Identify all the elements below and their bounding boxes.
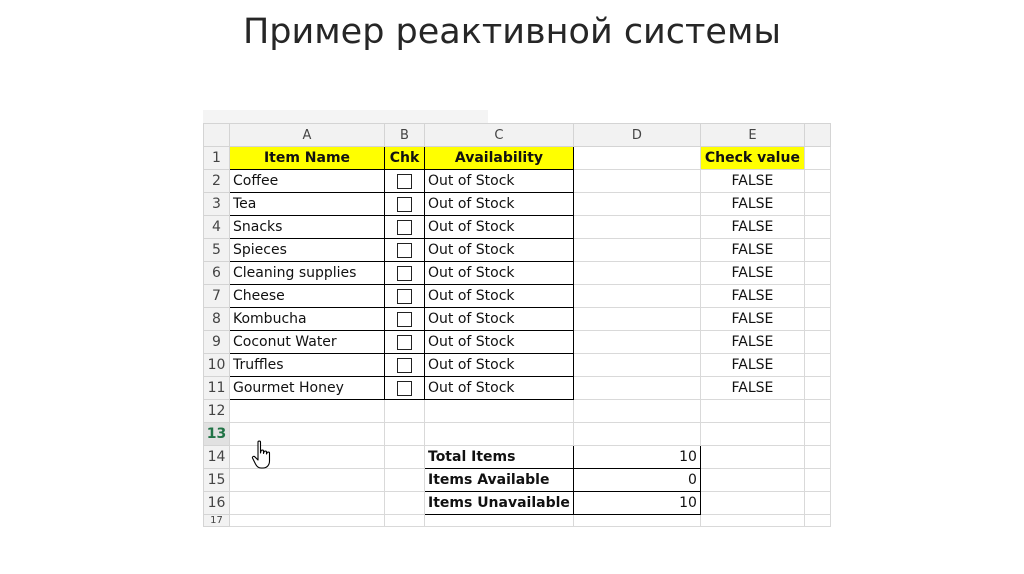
empty-cell[interactable] (700, 423, 804, 446)
table-row (204, 285, 831, 308)
row-header[interactable]: 3 (204, 193, 230, 216)
checkbox-cell[interactable] (385, 354, 425, 377)
row-header[interactable]: 16 (204, 492, 230, 515)
empty-cell[interactable] (385, 492, 425, 515)
checkbox-icon[interactable] (397, 197, 412, 212)
table-row (204, 515, 831, 527)
empty-cell[interactable] (804, 239, 830, 262)
row-header[interactable]: 4 (204, 216, 230, 239)
empty-cell[interactable] (573, 216, 700, 239)
empty-cell[interactable] (804, 354, 830, 377)
checkbox-cell[interactable] (385, 308, 425, 331)
checkbox-cell[interactable] (385, 331, 425, 354)
empty-cell[interactable] (700, 469, 804, 492)
empty-cell[interactable] (804, 308, 830, 331)
empty-cell[interactable] (425, 515, 574, 527)
row-header[interactable]: 11 (204, 377, 230, 400)
empty-cell[interactable] (700, 515, 804, 527)
summary-label-cell[interactable]: Items Unavailable (425, 492, 574, 515)
checkbox-cell[interactable] (385, 239, 425, 262)
check-value-cell[interactable]: FALSE (700, 331, 804, 354)
table-row (204, 469, 831, 492)
column-header-b[interactable]: B (385, 124, 425, 147)
empty-cell[interactable] (573, 377, 700, 400)
empty-cell[interactable] (804, 331, 830, 354)
empty-cell[interactable] (230, 400, 385, 423)
availability-cell[interactable]: Out of Stock (425, 239, 574, 262)
empty-cell[interactable] (804, 193, 830, 216)
table-row (204, 492, 831, 515)
row-header[interactable]: 14 (204, 446, 230, 469)
empty-cell[interactable] (573, 308, 700, 331)
column-header-f[interactable] (804, 124, 830, 147)
availability-cell[interactable]: Out of Stock (425, 331, 574, 354)
header-availability[interactable]: Availability (425, 147, 574, 170)
empty-cell[interactable] (573, 239, 700, 262)
checkbox-cell[interactable] (385, 262, 425, 285)
checkbox-icon[interactable] (397, 174, 412, 189)
header-item-name[interactable]: Item Name (230, 147, 385, 170)
availability-cell[interactable]: Out of Stock (425, 308, 574, 331)
table-row (204, 262, 831, 285)
table-row (204, 354, 831, 377)
empty-cell[interactable] (573, 193, 700, 216)
column-header-a[interactable]: A (230, 124, 385, 147)
empty-cell[interactable] (230, 515, 385, 527)
checkbox-cell[interactable] (385, 193, 425, 216)
spreadsheet-grid (203, 123, 831, 527)
row-header[interactable]: 7 (204, 285, 230, 308)
empty-cell[interactable] (230, 469, 385, 492)
summary-value-cell[interactable]: 10 (573, 446, 700, 469)
empty-cell[interactable] (700, 446, 804, 469)
row-header[interactable]: 13 (204, 423, 230, 446)
checkbox-cell[interactable] (385, 216, 425, 239)
table-row (204, 147, 831, 170)
empty-cell[interactable] (804, 285, 830, 308)
empty-cell[interactable] (700, 400, 804, 423)
item-name-cell[interactable]: Coconut Water (230, 331, 385, 354)
summary-label-cell[interactable]: Total Items (425, 446, 574, 469)
summary-label-cell[interactable]: Items Available (425, 469, 574, 492)
empty-cell[interactable] (700, 492, 804, 515)
empty-cell[interactable] (804, 377, 830, 400)
checkbox-icon[interactable] (397, 381, 412, 396)
check-value-cell[interactable]: FALSE (700, 239, 804, 262)
checkbox-icon[interactable] (397, 358, 412, 373)
hand-pointer-icon (251, 440, 275, 470)
checkbox-cell[interactable] (385, 285, 425, 308)
checkbox-icon[interactable] (397, 335, 412, 350)
item-name-cell[interactable]: Coffee (230, 170, 385, 193)
check-value-cell[interactable]: FALSE (700, 377, 804, 400)
empty-cell[interactable] (804, 469, 830, 492)
checkbox-cell[interactable] (385, 170, 425, 193)
item-name-cell[interactable]: Snacks (230, 216, 385, 239)
check-value-cell[interactable]: FALSE (700, 193, 804, 216)
row-header[interactable]: 9 (204, 331, 230, 354)
availability-cell[interactable]: Out of Stock (425, 285, 574, 308)
availability-cell[interactable]: Out of Stock (425, 193, 574, 216)
table-row (204, 446, 831, 469)
header-check-value[interactable]: Check value (700, 147, 804, 170)
row-header[interactable]: 5 (204, 239, 230, 262)
row-header[interactable]: 6 (204, 262, 230, 285)
checkbox-icon[interactable] (397, 266, 412, 281)
empty-cell[interactable] (425, 400, 574, 423)
checkbox-icon[interactable] (397, 312, 412, 327)
column-header-c[interactable]: C (425, 124, 574, 147)
table-row (204, 423, 831, 446)
availability-cell[interactable]: Out of Stock (425, 354, 574, 377)
cell-f1[interactable] (804, 147, 830, 170)
item-name-cell[interactable]: Kombucha (230, 308, 385, 331)
item-name-cell[interactable]: Truffles (230, 354, 385, 377)
empty-cell[interactable] (230, 492, 385, 515)
item-name-cell[interactable]: Spieces (230, 239, 385, 262)
empty-cell[interactable] (573, 354, 700, 377)
empty-cell[interactable] (804, 492, 830, 515)
check-value-cell[interactable]: FALSE (700, 354, 804, 377)
item-name-cell[interactable]: Cleaning supplies (230, 262, 385, 285)
checkbox-icon[interactable] (397, 220, 412, 235)
check-value-cell[interactable]: FALSE (700, 216, 804, 239)
row-header[interactable]: 17 (204, 515, 230, 527)
select-all-corner[interactable] (204, 124, 230, 147)
slide-title: Пример реактивной системы (242, 12, 782, 52)
empty-cell[interactable] (804, 400, 830, 423)
summary-value-cell[interactable]: 10 (573, 492, 700, 515)
empty-cell[interactable] (573, 400, 700, 423)
header-chk[interactable]: Chk (385, 147, 425, 170)
column-header-d[interactable]: D (573, 124, 700, 147)
row-header[interactable]: 10 (204, 354, 230, 377)
check-value-cell[interactable]: FALSE (700, 308, 804, 331)
empty-cell[interactable] (573, 170, 700, 193)
empty-cell[interactable] (573, 331, 700, 354)
empty-cell[interactable] (804, 170, 830, 193)
row-header[interactable]: 1 (204, 147, 230, 170)
summary-value-cell[interactable]: 0 (573, 469, 700, 492)
empty-cell[interactable] (573, 262, 700, 285)
empty-cell[interactable] (804, 262, 830, 285)
empty-cell[interactable] (804, 423, 830, 446)
availability-cell[interactable]: Out of Stock (425, 377, 574, 400)
availability-cell[interactable]: Out of Stock (425, 262, 574, 285)
item-name-cell[interactable]: Gourmet Honey (230, 377, 385, 400)
item-name-cell[interactable]: Cheese (230, 285, 385, 308)
table-row (204, 377, 831, 400)
table-row (204, 193, 831, 216)
checkbox-cell[interactable] (385, 377, 425, 400)
table-row (204, 216, 831, 239)
table-row (204, 239, 831, 262)
column-header-e[interactable]: E (700, 124, 804, 147)
cell-d1[interactable] (573, 147, 700, 170)
row-header[interactable]: 8 (204, 308, 230, 331)
check-value-cell[interactable]: FALSE (700, 285, 804, 308)
row-header[interactable]: 15 (204, 469, 230, 492)
check-value-cell[interactable]: FALSE (700, 262, 804, 285)
table-row (204, 308, 831, 331)
empty-cell[interactable] (573, 515, 700, 527)
empty-cell[interactable] (804, 446, 830, 469)
availability-cell[interactable]: Out of Stock (425, 170, 574, 193)
empty-cell[interactable] (385, 446, 425, 469)
empty-cell[interactable] (804, 515, 830, 527)
sheet-toolbar-edge (203, 110, 488, 124)
empty-cell[interactable] (385, 423, 425, 446)
empty-cell[interactable] (573, 423, 700, 446)
checkbox-icon[interactable] (397, 289, 412, 304)
availability-cell[interactable]: Out of Stock (425, 216, 574, 239)
row-header[interactable]: 2 (204, 170, 230, 193)
empty-cell[interactable] (804, 216, 830, 239)
empty-cell[interactable] (385, 469, 425, 492)
item-name-cell[interactable]: Tea (230, 193, 385, 216)
table-row (204, 400, 831, 423)
empty-cell[interactable] (385, 400, 425, 423)
table-row (204, 331, 831, 354)
empty-cell[interactable] (573, 285, 700, 308)
table-row (204, 170, 831, 193)
empty-cell[interactable] (425, 423, 574, 446)
checkbox-icon[interactable] (397, 243, 412, 258)
row-header[interactable]: 12 (204, 400, 230, 423)
check-value-cell[interactable]: FALSE (700, 170, 804, 193)
empty-cell[interactable] (385, 515, 425, 527)
